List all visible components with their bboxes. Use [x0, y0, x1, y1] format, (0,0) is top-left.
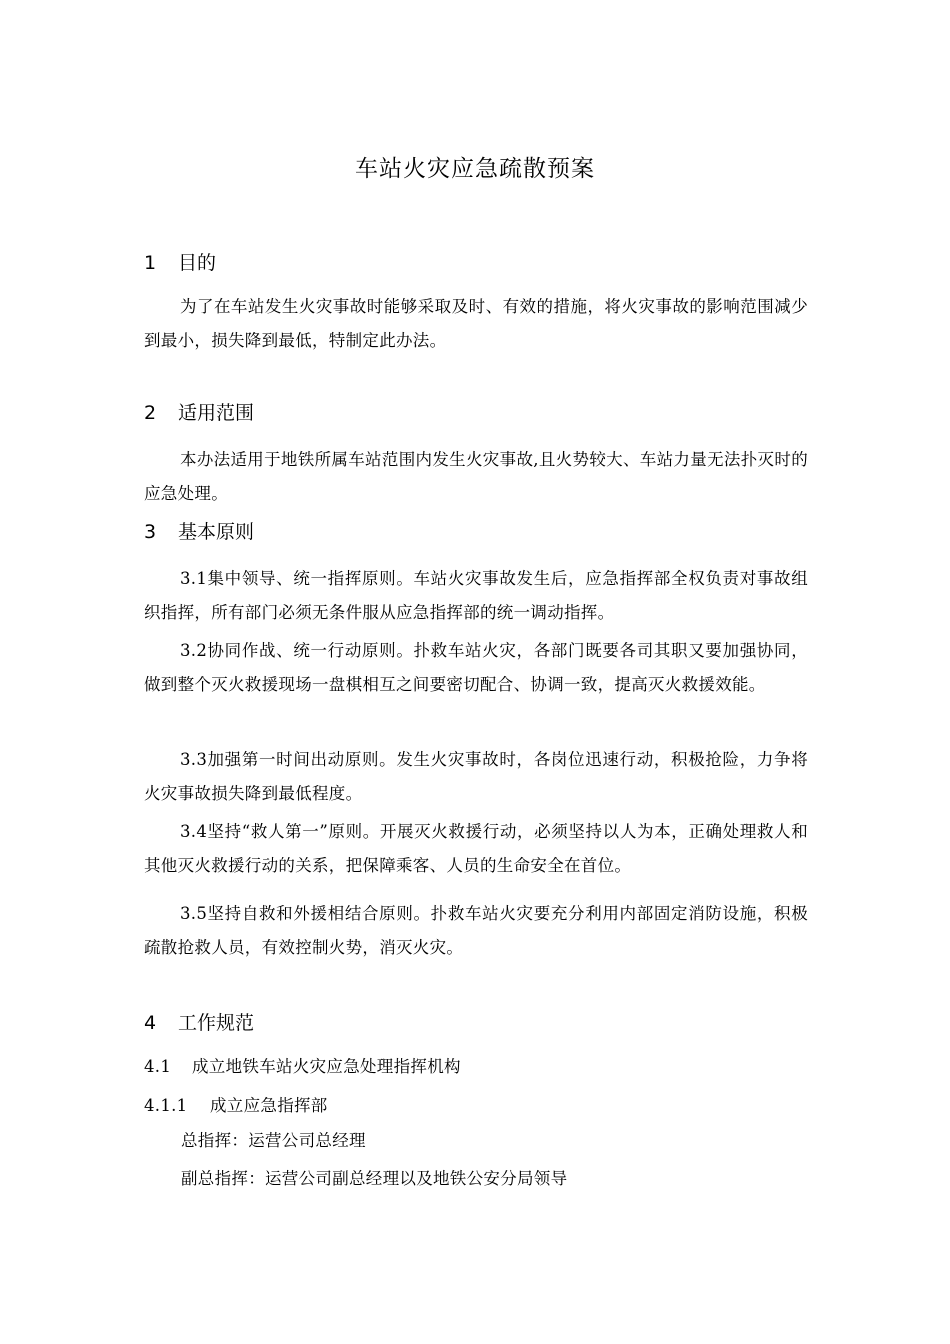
section-title: 基本原则	[178, 521, 255, 543]
section-number: 4	[144, 1012, 157, 1034]
section-number: 3	[144, 521, 157, 543]
subsection-title: 成立应急指挥部	[210, 1096, 328, 1115]
subsection-4-1-1	[144, 1093, 328, 1119]
principle-3-4: 3.4坚持“救人第一”原则。开展灭火救援行动，必须坚持以人为本，正确处理救人和其他灭火救援行动的关系，把保障乘客、人员的生命安全在首位。	[144, 822, 808, 875]
section-4-heading	[144, 1010, 254, 1036]
principle-3-3: 3.3加强第一时间出动原则。发生火灾事故时，各岗位迅速行动，积极抢险，力争将火灾事故损失降到最低程度。	[144, 750, 808, 803]
principle-3-5: 3.5坚持自救和外援相结合原则。扑救车站火灾要充分利用内部固定消防设施，积极疏散抢救人员，有效控制火势，消灭火灾。	[144, 904, 808, 957]
commander-line: 总指挥：运营公司总经理	[181, 1131, 366, 1150]
section-number: 1	[144, 252, 157, 274]
section-2-paragraph: 本办法适用于地铁所属车站范围内发生火灾事故,且火势较大、车站力量无法扑灭时的应急处理。	[144, 450, 808, 503]
document-title: 车站火灾应急疏散预案	[355, 156, 595, 182]
section-title: 适用范围	[178, 402, 255, 424]
deputy-commander-line: 副总指挥：运营公司副总经理以及地铁公安分局领导	[181, 1169, 568, 1188]
section-2-heading	[144, 400, 254, 426]
principle-3-1: 3.1集中领导、统一指挥原则。车站火灾事故发生后，应急指挥部全权负责对事故组织指挥，所有部门必须无条件服从应急指挥部的统一调动指挥。	[144, 569, 808, 622]
section-title: 目的	[178, 252, 217, 274]
subsection-number: 4.1	[144, 1057, 172, 1076]
subsection-4-1	[144, 1054, 461, 1080]
section-title: 工作规范	[178, 1012, 255, 1034]
section-1-heading	[144, 250, 216, 276]
subsection-title: 成立地铁车站火灾应急处理指挥机构	[192, 1057, 461, 1076]
section-number: 2	[144, 402, 157, 424]
section-1-paragraph: 为了在车站发生火灾事故时能够采取及时、有效的措施，将火灾事故的影响范围减少到最小，损失降到最低，特制定此办法。	[144, 297, 808, 350]
principle-3-2: 3.2协同作战、统一行动原则。扑救车站火灾，各部门既要各司其职又要加强协同，做到整个灭火救援现场一盘棋相互之间要密切配合、协调一致，提高灭火救援效能。	[144, 641, 808, 694]
subsection-number: 4.1.1	[144, 1096, 188, 1115]
section-3-heading	[144, 519, 254, 545]
